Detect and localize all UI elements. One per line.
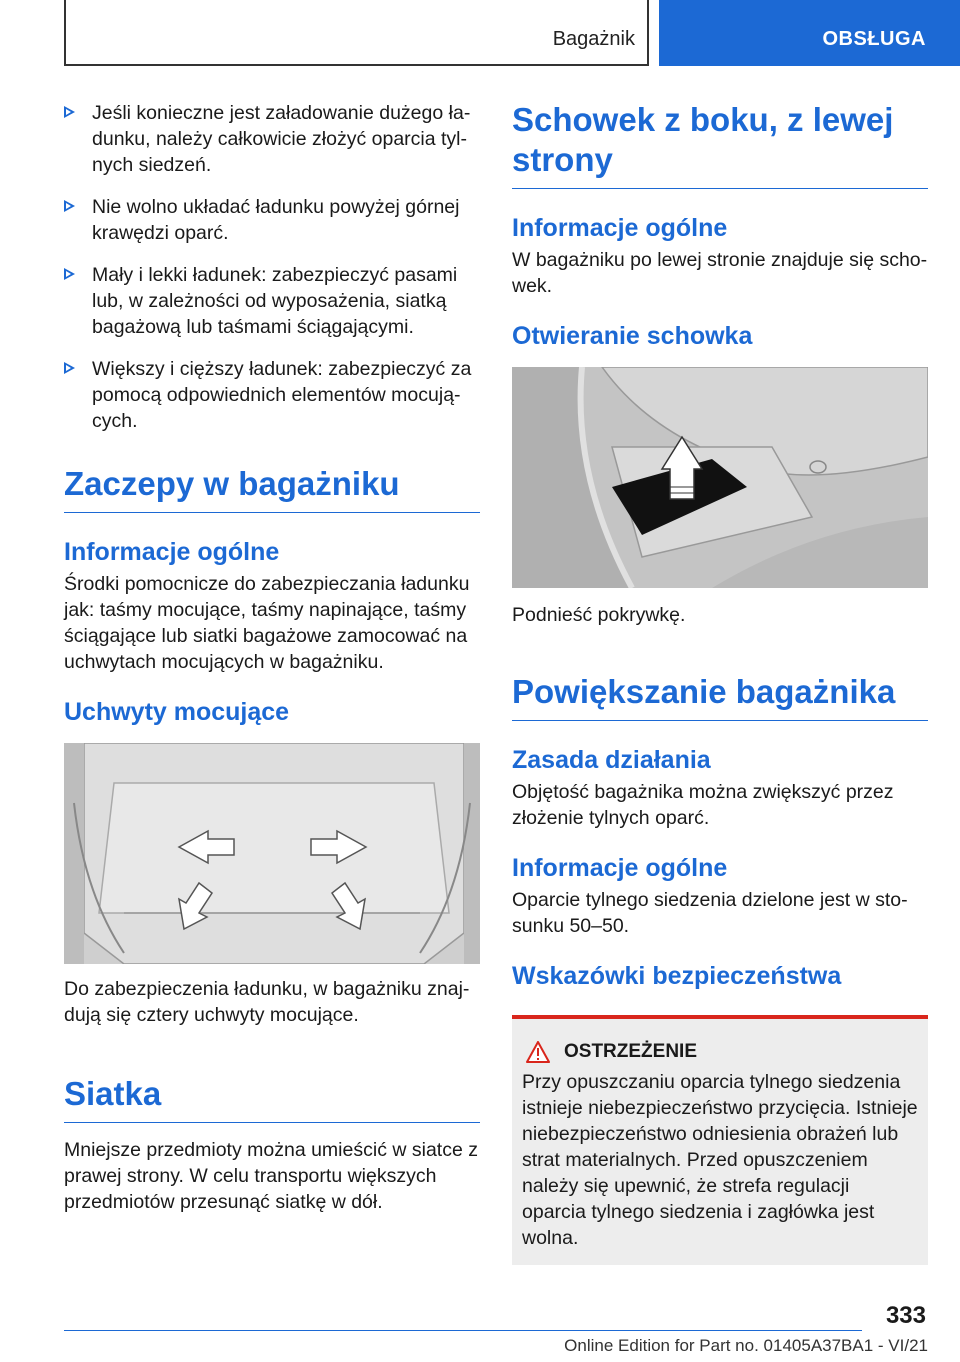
subsection-title: Informacje ogólne	[512, 214, 728, 242]
section-title-schowek: Schowek z boku, z lewej strony	[512, 100, 928, 189]
paragraph: Mniejsze przedmioty można umieścić w siatce z prawej strony. W celu transportu większych przedmiotów przesunąć siatkę w dół.	[64, 1139, 478, 1213]
paragraph: Środki pomocnicze do zabezpieczania ładunku jak: taśmy mocujące, taśmy napinające, taśmy ściągające lub siatki bagażowe zamocować na uchwytach mocujących w bagażniku.	[64, 573, 470, 673]
footer-divider	[64, 1330, 862, 1331]
left-column	[64, 100, 480, 1215]
subsection-title: Otwieranie schowka	[512, 322, 753, 350]
paragraph: Podnieść pokrywkę.	[512, 604, 686, 626]
bullet-triangle-icon	[64, 362, 75, 374]
bullet-triangle-icon	[64, 268, 75, 280]
bullet-triangle-icon	[64, 200, 75, 212]
section-title-siatka: Siatka	[64, 1074, 480, 1123]
header-section-title: Bagażnik	[552, 28, 635, 50]
warning-label: OSTRZEŻENIE	[564, 1041, 698, 1062]
list-item: Mały i lekki ładunek: zabezpieczyć pasami lub, w zależności od wyposażenia, siatką bagażową lub taśmami ściągającymi.	[64, 262, 480, 340]
warning-text: Przy opuszczaniu oparcia tylnego siedzenia istnieje niebezpieczeństwo przycięcia. Istnieje niebezpieczeństwo odniesienia obrażeń lub strat materialnych. Przed opuszczeniem należy się upewnić, że strefa regulacji oparcia tylnego siedzenia i zagłówka jest wolna.	[522, 1071, 918, 1249]
section-title-zaczepy: Zaczepy w bagażniku	[64, 464, 480, 513]
paragraph: Oparcie tylnego siedzenia dzielone jest w stosunku 50–50.	[512, 889, 908, 937]
right-column	[512, 100, 928, 1265]
subsection-title: Zasada działania	[512, 746, 711, 774]
page-number: 333	[885, 1302, 926, 1329]
bullet-triangle-icon	[64, 106, 75, 118]
section-title-powiekszanie: Powiększanie bagażnika	[512, 672, 928, 721]
header-section-box	[64, 0, 649, 66]
warning-triangle-icon	[526, 1041, 550, 1063]
header-chapter-tab[interactable]	[659, 0, 960, 66]
warning-box	[512, 1015, 928, 1265]
list-item: Nie wolno układać ładunku powyżej górnej krawędzi oparć.	[64, 194, 480, 246]
warning-header	[522, 1041, 918, 1063]
subsection-title: Uchwyty mocujące	[64, 698, 290, 726]
subsection-title: Wskazówki bezpieczeństwa	[512, 962, 842, 990]
list-item: Większy i cięższy ładunek: zabezpieczyć za pomocą odpowiednich elementów mocujących.	[64, 356, 480, 434]
compartment-illustration	[512, 367, 928, 588]
subsection-title: Informacje ogólne	[64, 538, 280, 566]
trunk-tie-down-photo	[64, 743, 480, 964]
subsection-title: Informacje ogólne	[512, 854, 728, 882]
side-compartment-photo	[512, 367, 928, 588]
trunk-illustration	[64, 743, 480, 964]
paragraph: W bagażniku po lewej stronie znajduje się schowek.	[512, 249, 928, 297]
paragraph: Do zabezpieczenia ładunku, w bagażniku znajdują się cztery uchwyty mocujące.	[64, 978, 470, 1026]
paragraph: Objętość bagażnika można zwiększyć przez złożenie tylnych oparć.	[512, 781, 894, 829]
bullet-list	[64, 100, 480, 434]
footer-edition: Online Edition for Part no. 01405A37BA1 - VI/21	[564, 1336, 928, 1355]
header-chapter-label: OBSŁUGA	[822, 28, 926, 50]
list-item: Jeśli konieczne jest załadowanie dużego ładunku, należy całkowicie złożyć oparcia tylnych siedzeń.	[64, 100, 480, 178]
